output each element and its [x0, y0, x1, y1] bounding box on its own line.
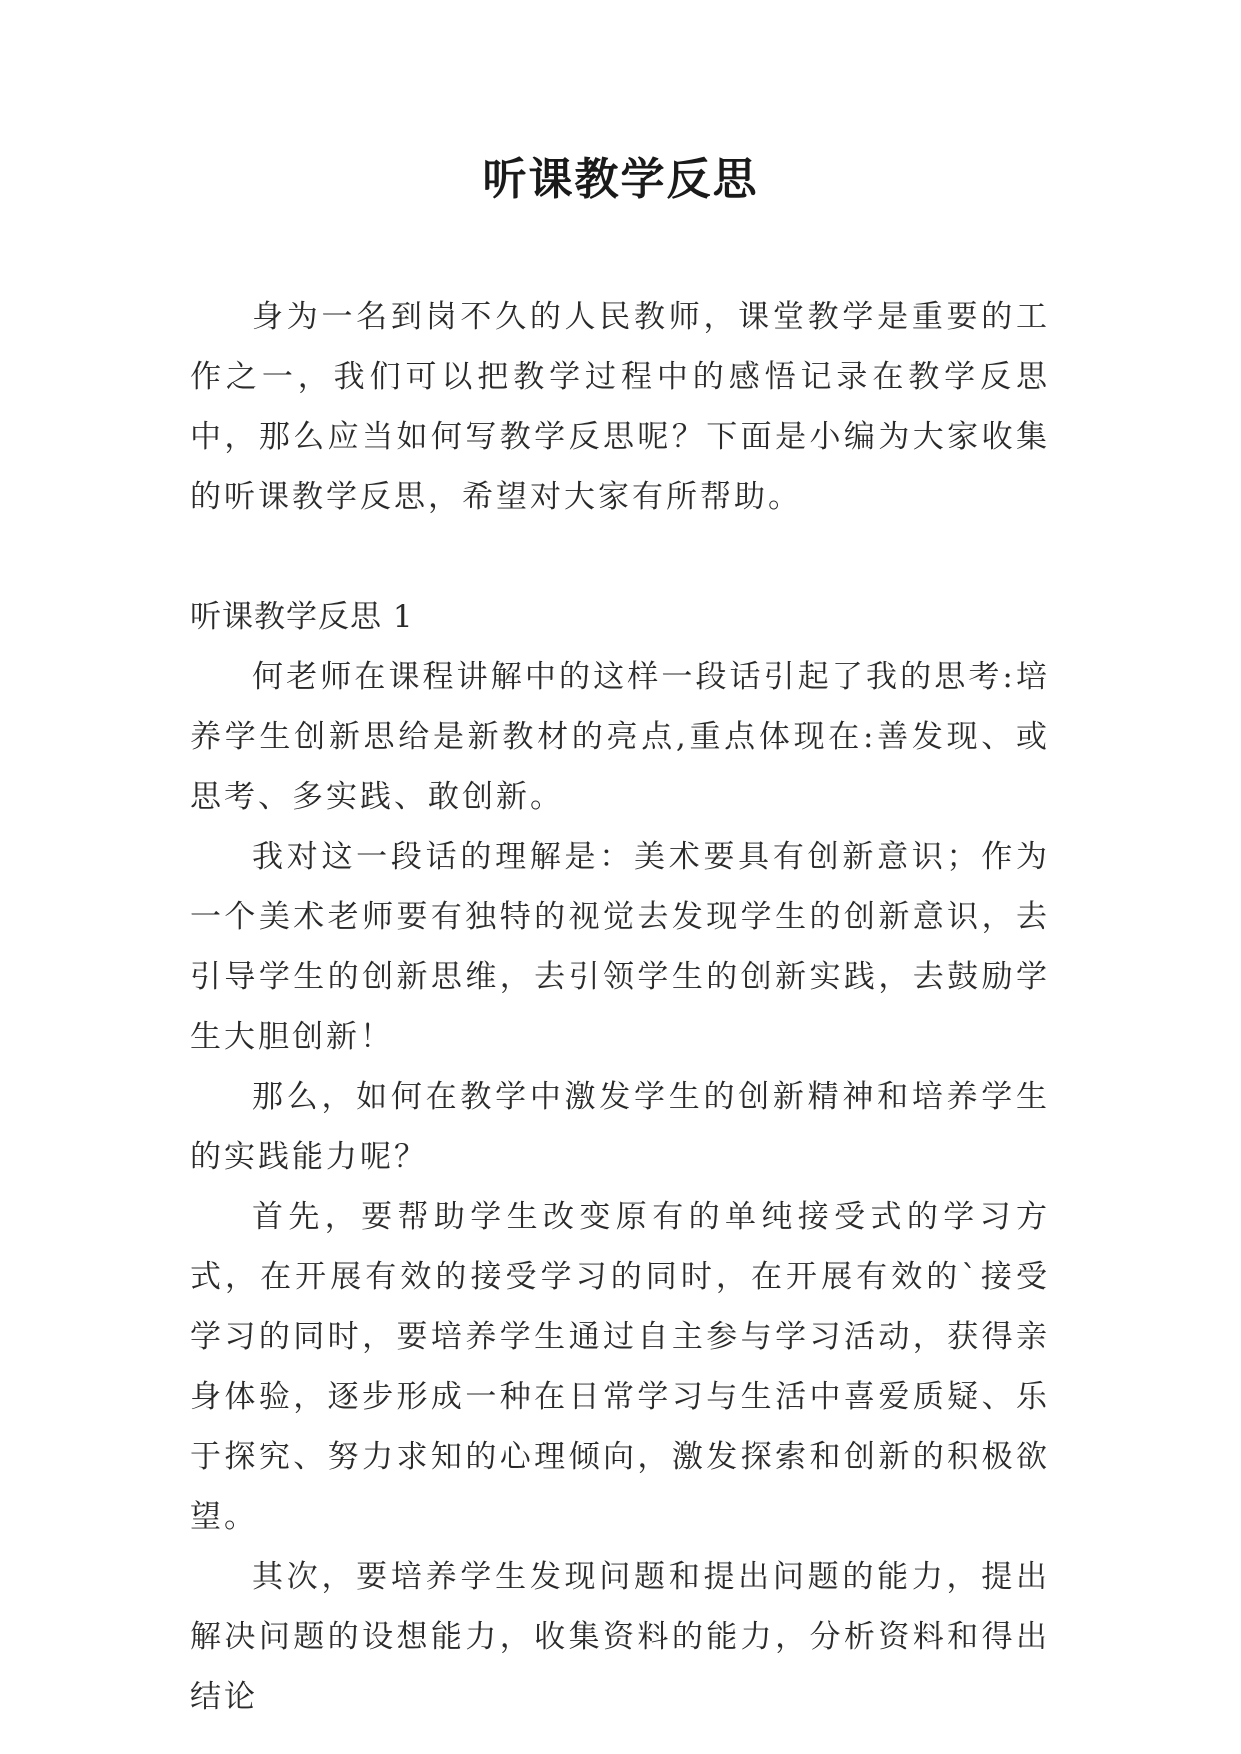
body-paragraph-4: 首先，要帮助学生改变原有的单纯接受式的学习方式，在开展有效的接受学习的同时，在开展有效的`接受学习的同时，要培养学生通过自主参与学习活动，获得亲身体验，逐步形成一种在日常学习与生活中喜爱质疑、乐于探究、努力求知的心理倾向，激发探索和创新的积极欲望。	[190, 1199, 1050, 1535]
section-heading: 听课教学反思 1	[190, 599, 414, 635]
body-paragraph-5: 其次，要培养学生发现问题和提出问题的能力，提出解决问题的设想能力，收集资料的能力，分析资料和得出结论	[190, 1559, 1050, 1715]
intro-paragraph: 身为一名到岗不久的人民教师，课堂教学是重要的工作之一，我们可以把教学过程中的感悟记录在教学反思中，那么应当如何写教学反思呢？下面是小编为大家收集的听课教学反思，希望对大家有所帮助。	[190, 299, 1050, 515]
body-paragraph-1: 何老师在课程讲解中的这样一段话引起了我的思考:培养学生创新思给是新教材的亮点,重点体现在:善发现、或思考、多实践、敢创新。	[190, 659, 1050, 815]
body-paragraph-2: 我对这一段话的理解是：美术要具有创新意识；作为一个美术老师要有独特的视觉去发现学生的创新意识，去引导学生的创新思维，去引领学生的创新实践，去鼓励学生大胆创新！	[190, 839, 1050, 1055]
document-body	[190, 287, 1050, 1727]
document-title: 听课教学反思	[482, 154, 759, 205]
body-paragraph-3: 那么，如何在教学中激发学生的创新精神和培养学生的实践能力呢？	[190, 1079, 1050, 1175]
